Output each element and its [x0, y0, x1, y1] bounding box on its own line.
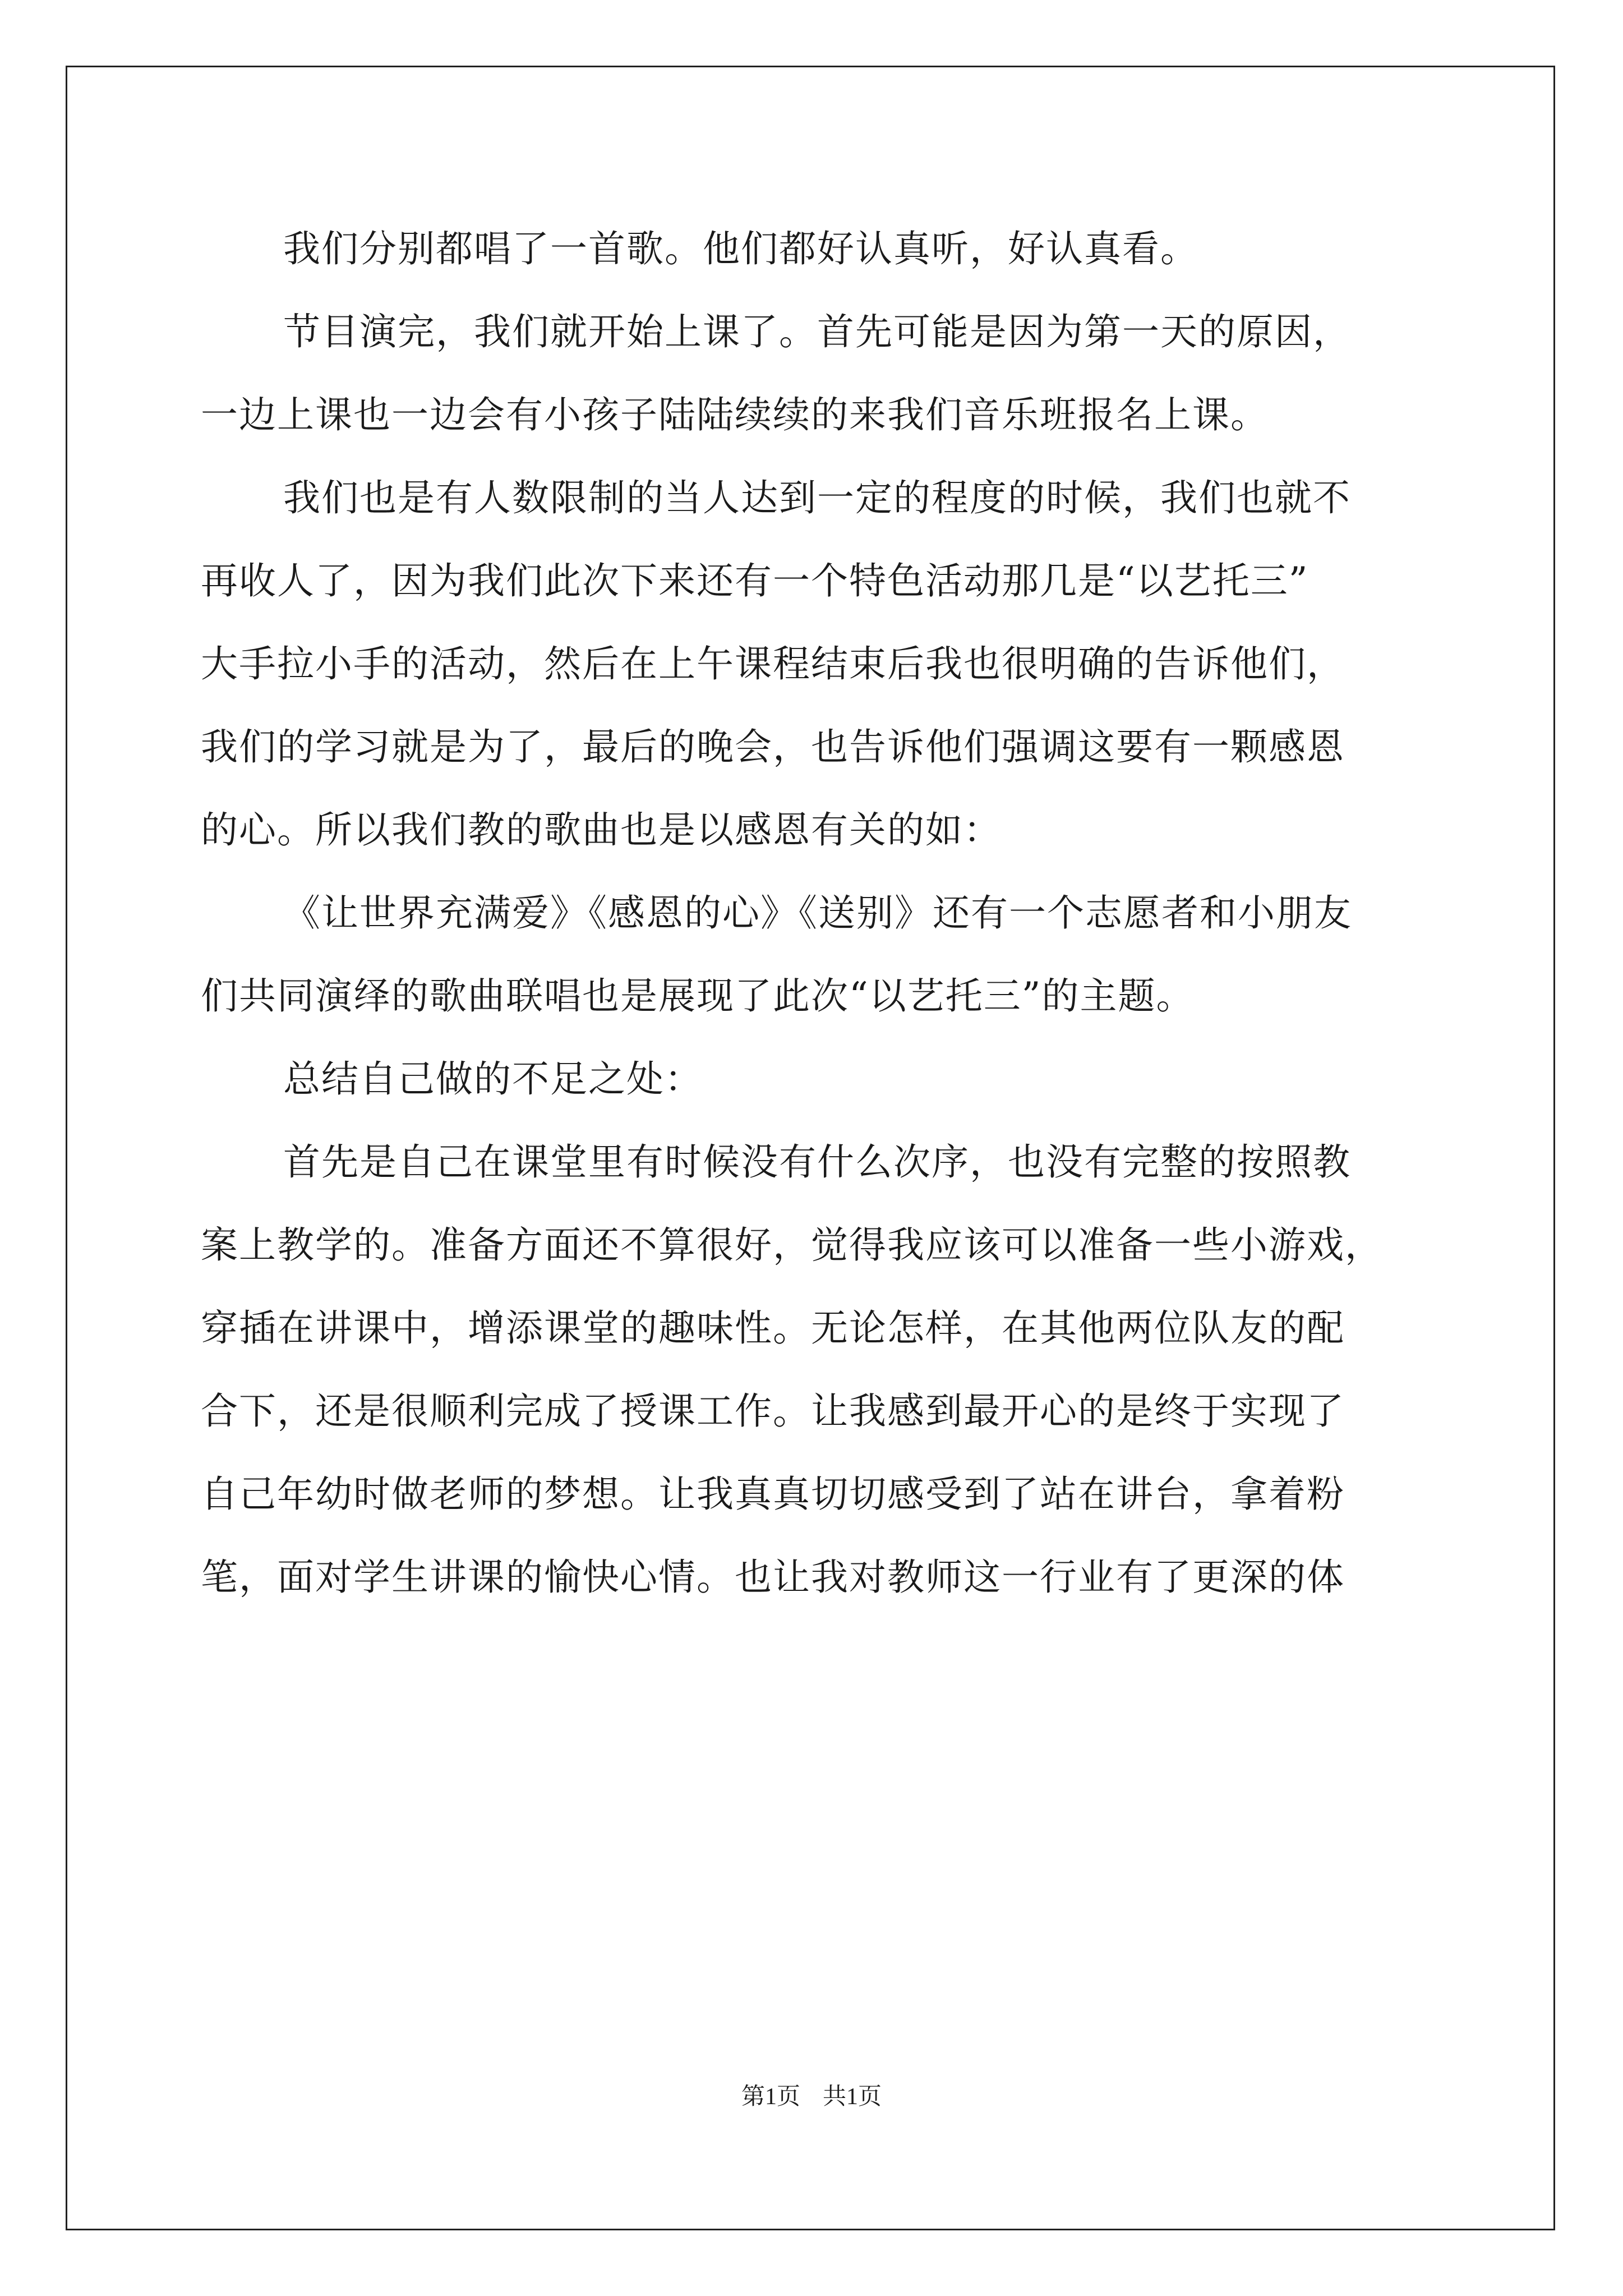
page-footer [0, 2080, 1623, 2114]
page-total: 共1页 [823, 2084, 882, 2110]
text-line: 总结自己做的不足之处： [283, 1057, 703, 1101]
text-line: 再收人了，因为我们此次下来还有一个特色活动那几是“以艺托三” [201, 559, 1309, 602]
text-line: 我们分别都唱了一首歌。他们都好认真听，好认真看。 [283, 227, 1198, 270]
text-line: 穿插在讲课中，增添课堂的趣味性。无论怎样，在其他两位队友的配 [201, 1306, 1345, 1350]
text-line: 我们的学习就是为了，最后的晚会，也告诉他们强调这要有一颗感恩 [201, 725, 1345, 769]
text-line: 们共同演绎的歌曲联唱也是展现了此次“以艺托三”的主题。 [201, 974, 1195, 1018]
text-line: 《让世界充满爱》《感恩的心》《送别》还有一个志愿者和小朋友 [283, 891, 1352, 935]
text-line: 笔，面对学生讲课的愉快心情。也让我对教师这一行业有了更深的体 [201, 1556, 1345, 1599]
text-line: 首先是自己在课堂里有时候没有什么次序，也没有完整的按照教 [283, 1140, 1351, 1184]
text-line: 自己年幼时做老师的梦想。让我真真切切感受到了站在讲台，拿着粉 [201, 1473, 1345, 1516]
text-line: 我们也是有人数限制的当人达到一定的程度的时候，我们也就不 [283, 476, 1351, 519]
text-line: 合下，还是很顺利完成了授课工作。让我感到最开心的是终于实现了 [201, 1389, 1345, 1433]
text-line: 的心。所以我们教的歌曲也是以感恩有关的如： [201, 808, 1002, 852]
page-number: 第1页 [741, 2084, 800, 2110]
document-body [201, 208, 1429, 1619]
text-line: 节目演完，我们就开始上课了。首先可能是因为第一天的原因， [283, 310, 1351, 353]
text-line: 一边上课也一边会有小孩子陆陆续续的来我们音乐班报名上课。 [201, 393, 1269, 436]
text-line: 大手拉小手的活动，然后在上午课程结束后我也很明确的告诉他们， [201, 642, 1345, 685]
text-line: 案上教学的。准备方面还不算很好，觉得我应该可以准备一些小游戏， [201, 1223, 1383, 1267]
